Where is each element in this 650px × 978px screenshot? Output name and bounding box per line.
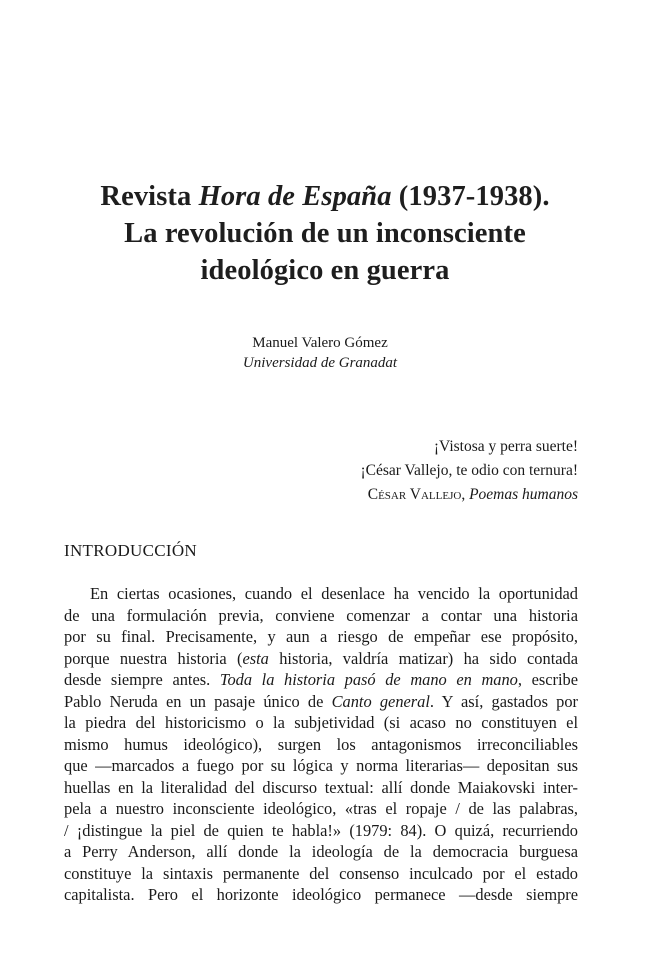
body-italic-run: Toda la historia pasó de mano en mano — [219, 670, 518, 689]
author-name: Manuel Valero Gómez — [252, 335, 388, 351]
body-text-run: porque nuestra historia ( — [64, 648, 243, 668]
title-line-1 — [60, 178, 590, 215]
body-text-run: historia, valdría matizar) ha sido contada — [268, 648, 578, 668]
body-line: a Perry Anderson, allí donde la ideología de la democracia burguesa — [64, 842, 578, 861]
title-line-2: La revolución de un inconsciente — [124, 218, 526, 249]
body-line: que —marcados a fuego por su lógica y norma literarias— depositan sus — [64, 756, 578, 775]
body-line: En ciertas ocasiones, cuando el desenlace ha vencido la oportunidad — [90, 584, 578, 603]
body-line: la piedra del historicismo o la subjetividad (si acaso no constituyen el — [64, 713, 578, 732]
section-heading: INTRODUCCIÓN — [64, 541, 197, 560]
epigraph-author: César Vallejo — [367, 486, 462, 503]
epigraph — [361, 435, 579, 507]
body-italic-run: esta — [242, 648, 269, 668]
article-title — [60, 178, 590, 289]
epigraph-line-2: ¡César Vallejo, te odio con ternura! — [360, 462, 578, 479]
author-block — [100, 333, 540, 373]
body-line: / ¡distingue la piel de quien te habla!» (1979: 84). O quizá, recurriendo — [64, 820, 578, 840]
body-line: constituye la sintaxis permanente del consenso inculcado por el estado — [64, 863, 578, 883]
body-text-run: desde siempre antes. — [64, 670, 220, 689]
body-line: huellas en la literalidad del discurso textual: allí donde Maiakovski inter- — [64, 777, 578, 797]
epigraph-attribution — [361, 483, 579, 507]
body-line: mismo humus ideológico), surgen los antagonismos irreconciliables — [64, 734, 578, 754]
epigraph-work: Poemas humanos — [469, 486, 578, 503]
title-journal-name: Hora de España — [198, 181, 392, 212]
body-text-run: Pablo Neruda en un pasaje único de — [64, 691, 332, 711]
epigraph-line-1: ¡Vistosa y perra suerte! — [433, 438, 578, 455]
body-text-run: , escribe — [517, 670, 578, 689]
title-years: (1937-1938). — [391, 181, 550, 212]
body-line — [64, 669, 578, 691]
title-prefix: Revista — [100, 181, 199, 212]
body-line — [64, 648, 578, 670]
epigraph-separator: , — [461, 486, 470, 503]
body-line — [64, 691, 578, 713]
body-line: pela a nuestro inconsciente ideológico, «tras el ropaje / de las palabras, — [64, 799, 578, 818]
body-text-run: . Y así, gastados por — [429, 691, 578, 711]
body-line: capitalista. Pero el horizonte ideológico permanece —desde siempre — [64, 885, 578, 904]
body-paragraph — [64, 583, 578, 906]
title-line-3: ideológico en guerra — [200, 255, 450, 286]
body-italic-run: Canto general — [331, 691, 430, 711]
author-affiliation: Universidad de Granadat — [242, 355, 398, 371]
body-line: de una formulación previa, conviene comenzar a contar una historia — [64, 605, 578, 625]
body-line: por su final. Precisamente, y aun a riesgo de empeñar ese propósito, — [64, 627, 578, 646]
